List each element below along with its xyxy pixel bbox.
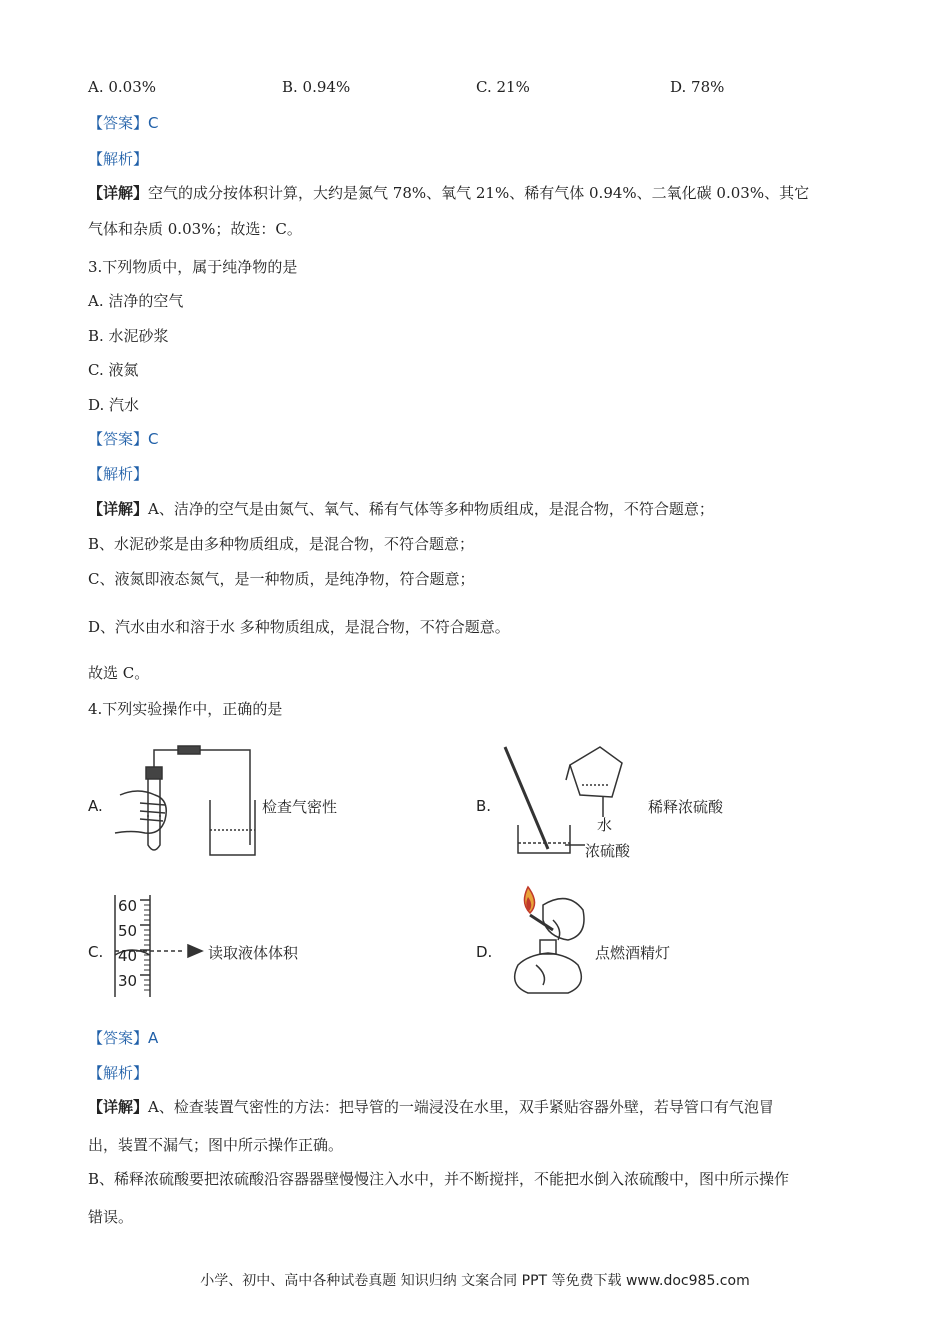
q3-detail-b: B、水泥砂浆是由多种物质组成，是混合物，不符合题意； [88,535,475,553]
q3-detail-a [88,498,714,519]
q3-detail-c: C、液氮即液态氮气，是一种物质，是纯净物，符合题意； [88,570,475,588]
q4-detail-a2: 出，装置不漏气；图中所示操作正确。 [88,1136,344,1154]
q3-option-a: A. 洁净的空气 [88,292,184,310]
answer-tag: 【答案】 [88,430,149,448]
q4-detail-b2: 错误。 [88,1208,134,1226]
q4-analysis-tag: 【解析】 [88,1064,149,1082]
q4-detail-b1: B、稀释浓硫酸要把浓硫酸沿容器器壁慢慢注入水中，并不断搅拌，不能把水倒入浓硫酸中，图中所示操作 [88,1170,790,1188]
detail-text: 空气的成分按体积计算，大约是氮气 78%、氧气 21%、稀有气体 0.94%、二氧化碳 0.03%、其它 [148,184,810,202]
q2-option-d: D. 78% [670,78,725,96]
q4-answer [88,1027,158,1048]
q2-option-c: C. 21% [476,78,530,96]
fig-b-acid-label: 浓硫酸 [585,842,631,860]
tick-label-40: 40 [118,947,138,965]
detail-tag: 【详解】 [88,500,149,518]
q2-detail-line1 [88,182,809,203]
detail-tag: 【详解】 [88,1098,149,1116]
q2-answer [88,112,159,133]
q3-option-b: B. 水泥砂浆 [88,327,169,345]
fig-d-letter: D. [476,943,493,961]
answer-value: A [148,1029,159,1047]
fig-a-label: 检查气密性 [262,798,338,816]
answer-tag: 【答案】 [88,114,149,132]
answer-tag: 【答案】 [88,1029,149,1047]
fig-c-label: 读取液体体积 [208,944,299,962]
tick-label-50: 50 [118,922,138,940]
detail-text: A、洁净的空气是由氮气、氧气、稀有气体等多种物质组成，是混合物，不符合题意； [148,500,714,518]
answer-value: C [148,114,159,132]
page-footer: 小学、初中、高中各种试卷真题 知识归纳 文案合同 PPT 等免费下载 www.doc985.com [200,1273,750,1289]
q3-answer [88,428,159,449]
fig-c-letter: C. [88,943,104,961]
fig-a-letter: A. [88,797,103,815]
detail-text: A、检查装置气密性的方法：把导管的一端浸没在水里，双手紧贴容器外壁，若导管口有气泡冒 [148,1098,774,1116]
tick-label-30: 30 [118,972,138,990]
airtightness-apparatus-figure [110,745,270,860]
q3-stem: 3.下列物质中，属于纯净物的是 [88,258,298,276]
detail-tag: 【详解】 [88,184,149,202]
alcohol-lamp-figure [498,885,598,1000]
fig-b-letter: B. [476,797,492,815]
q3-analysis-tag: 【解析】 [88,465,149,483]
q2-option-a: A. 0.03% [88,78,157,96]
q3-option-c: C. 液氮 [88,361,139,379]
q3-conclusion: 故选 C。 [88,664,150,682]
fig-b-label: 稀释浓硫酸 [648,798,724,816]
q2-option-b: B. 0.94% [282,78,351,96]
q2-detail-line2: 气体和杂质 0.03%；故选：C。 [88,220,302,238]
fig-b-water-label: 水 [597,816,613,834]
q4-detail-a1 [88,1096,774,1117]
q2-analysis-tag: 【解析】 [88,150,149,168]
tick-label-60: 60 [118,897,138,915]
q3-detail-d: D、汽水由水和溶于水 多种物质组成，是混合物，不符合题意。 [88,618,510,636]
q4-stem: 4.下列实验操作中，正确的是 [88,700,283,718]
q3-option-d: D. 汽水 [88,396,140,414]
answer-value: C [148,430,159,448]
fig-d-label: 点燃酒精灯 [595,944,671,962]
